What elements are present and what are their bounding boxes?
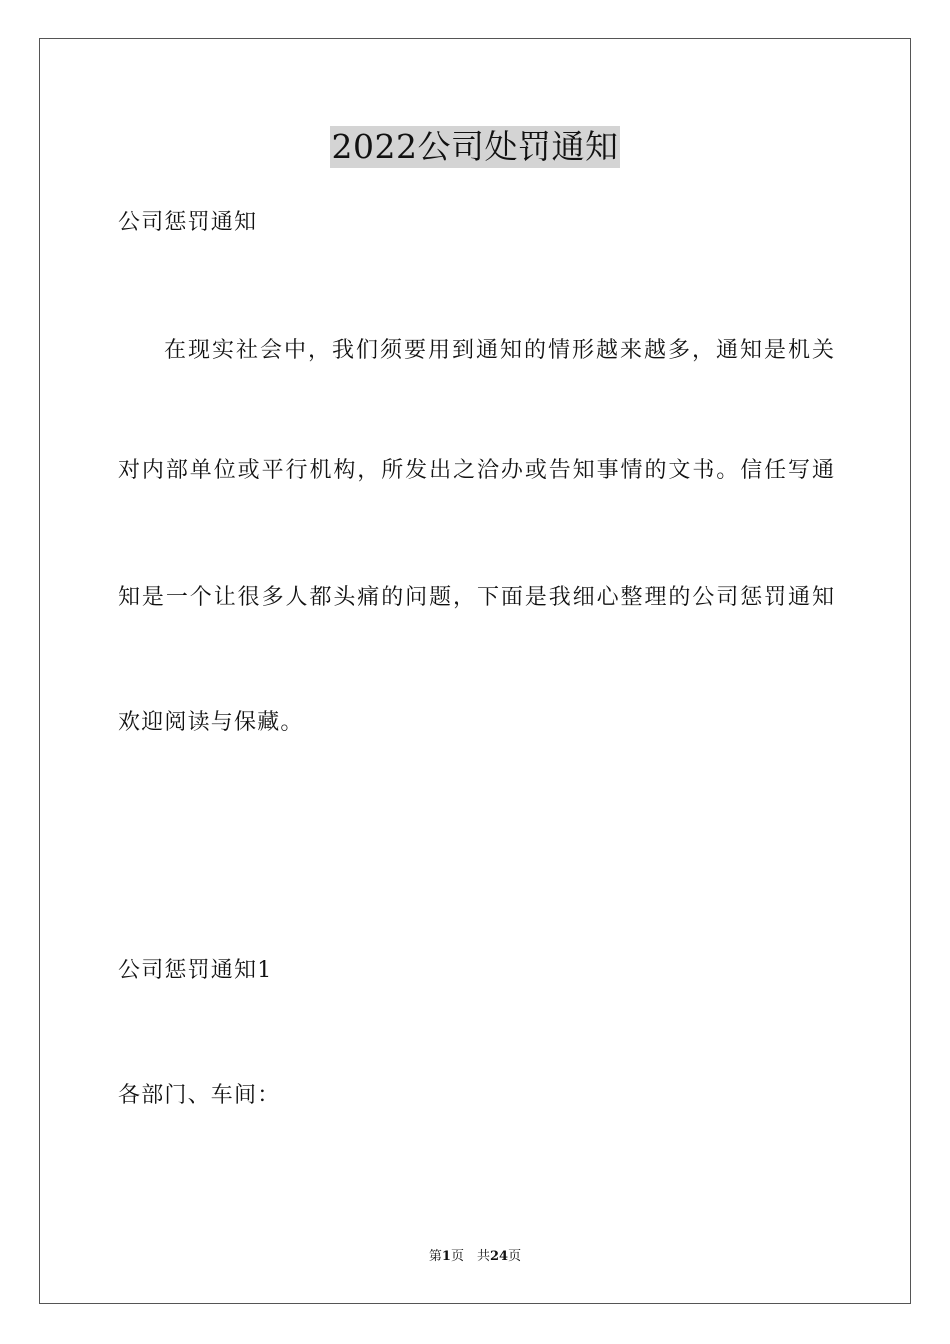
intro-line-4: 欢迎阅读与保藏。 [118,710,304,735]
footer-page-suffix: 页 [508,1249,522,1264]
section-heading: 公司惩罚通知1 [118,958,273,983]
page-footer [0,1247,950,1267]
footer-page-prefix: 第 [428,1249,442,1264]
document-subtitle: 公司惩罚通知 [118,210,258,235]
salutation: 各部门、车间： [118,1083,281,1108]
footer-page-total: 24 [489,1249,509,1264]
footer-page-current: 1 [441,1249,451,1264]
intro-line-2: 对内部单位或平行机构，所发出之洽办或告知事情的文书。信任写通 [118,458,834,483]
document-title: 2022公司处罚通知 [331,127,619,166]
title-container [0,126,950,168]
intro-line-3: 知是一个让很多人都头痛的问题，下面是我细心整理的公司惩罚通知 [118,585,834,610]
intro-line-1: 在现实社会中，我们须要用到通知的情形越来越多，通知是机关 [164,338,834,363]
footer-page-mid: 页 共 [450,1249,490,1264]
